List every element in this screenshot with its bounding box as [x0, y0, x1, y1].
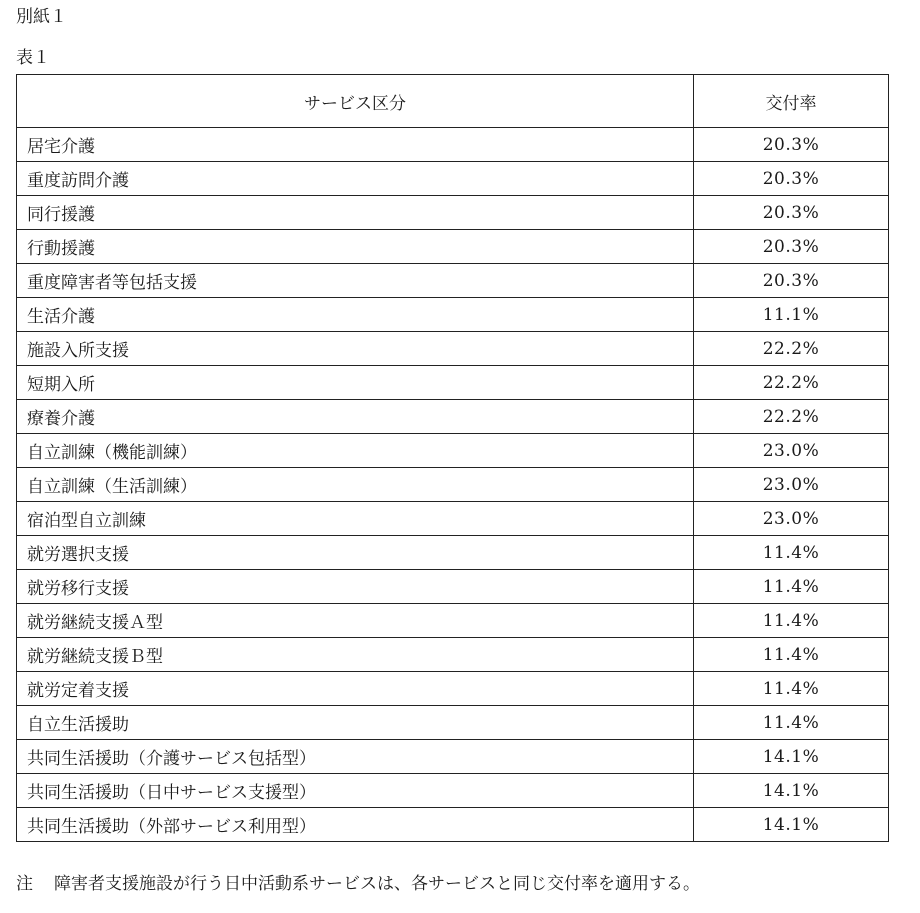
header-service-category: サービス区分 — [17, 75, 694, 128]
grant-rate-cell: 14.1% — [694, 740, 889, 774]
table-row — [17, 128, 889, 162]
service-name-cell: 自立生活援助 — [17, 706, 694, 740]
table-row — [17, 366, 889, 400]
table-row — [17, 808, 889, 842]
table-row — [17, 774, 889, 808]
service-name-cell: 共同生活援助（日中サービス支援型） — [17, 774, 694, 808]
grant-rate-table — [16, 74, 889, 842]
service-name-cell: 同行援護 — [17, 196, 694, 230]
service-name-cell: 短期入所 — [17, 366, 694, 400]
footnote-text: 障害者支援施設が行う日中活動系サービスは、各サービスと同じ交付率を適用する。 — [54, 874, 700, 894]
service-name-cell: 就労定着支援 — [17, 672, 694, 706]
table-row — [17, 196, 889, 230]
service-name-cell: 生活介護 — [17, 298, 694, 332]
footnote-mark: 注 — [16, 874, 33, 894]
grant-rate-cell: 11.4% — [694, 570, 889, 604]
service-name-cell: 就労移行支援 — [17, 570, 694, 604]
service-name-cell: 重度障害者等包括支援 — [17, 264, 694, 298]
table-row — [17, 536, 889, 570]
grant-rate-cell: 23.0% — [694, 468, 889, 502]
grant-rate-cell: 22.2% — [694, 366, 889, 400]
footnote — [16, 870, 700, 898]
grant-rate-cell: 11.4% — [694, 672, 889, 706]
table-row — [17, 740, 889, 774]
service-name-cell: 共同生活援助（介護サービス包括型） — [17, 740, 694, 774]
grant-rate-cell: 20.3% — [694, 196, 889, 230]
table-row — [17, 298, 889, 332]
grant-rate-cell: 11.4% — [694, 604, 889, 638]
table-row — [17, 434, 889, 468]
service-name-cell: 自立訓練（機能訓練） — [17, 434, 694, 468]
table-row — [17, 162, 889, 196]
service-name-cell: 療養介護 — [17, 400, 694, 434]
attachment-label: 別紙１ — [16, 7, 67, 27]
table-row — [17, 468, 889, 502]
grant-rate-cell: 20.3% — [694, 162, 889, 196]
grant-rate-cell: 22.2% — [694, 332, 889, 366]
service-name-cell: 共同生活援助（外部サービス利用型） — [17, 808, 694, 842]
table-row — [17, 672, 889, 706]
grant-rate-cell: 11.1% — [694, 298, 889, 332]
grant-rate-cell: 14.1% — [694, 774, 889, 808]
header-grant-rate: 交付率 — [694, 75, 889, 128]
grant-rate-cell: 20.3% — [694, 264, 889, 298]
table-body — [17, 128, 889, 842]
service-name-cell: 行動援護 — [17, 230, 694, 264]
table-row — [17, 332, 889, 366]
grant-rate-cell: 20.3% — [694, 230, 889, 264]
table-row — [17, 264, 889, 298]
table-row — [17, 570, 889, 604]
service-name-cell: 自立訓練（生活訓練） — [17, 468, 694, 502]
table-row — [17, 706, 889, 740]
table-row — [17, 638, 889, 672]
grant-rate-cell: 20.3% — [694, 128, 889, 162]
service-name-cell: 居宅介護 — [17, 128, 694, 162]
table-caption: 表１ — [16, 48, 50, 68]
grant-rate-cell: 23.0% — [694, 502, 889, 536]
grant-rate-cell: 23.0% — [694, 434, 889, 468]
table-row — [17, 400, 889, 434]
service-name-cell: 宿泊型自立訓練 — [17, 502, 694, 536]
grant-rate-cell: 11.4% — [694, 638, 889, 672]
service-name-cell: 就労継続支援Ｂ型 — [17, 638, 694, 672]
table-header-row — [17, 75, 889, 128]
table-row — [17, 604, 889, 638]
service-name-cell: 施設入所支援 — [17, 332, 694, 366]
table-row — [17, 502, 889, 536]
service-name-cell: 就労選択支援 — [17, 536, 694, 570]
service-name-cell: 重度訪問介護 — [17, 162, 694, 196]
service-name-cell: 就労継続支援Ａ型 — [17, 604, 694, 638]
grant-rate-cell: 22.2% — [694, 400, 889, 434]
table-row — [17, 230, 889, 264]
grant-rate-cell: 14.1% — [694, 808, 889, 842]
grant-rate-cell: 11.4% — [694, 706, 889, 740]
grant-rate-cell: 11.4% — [694, 536, 889, 570]
